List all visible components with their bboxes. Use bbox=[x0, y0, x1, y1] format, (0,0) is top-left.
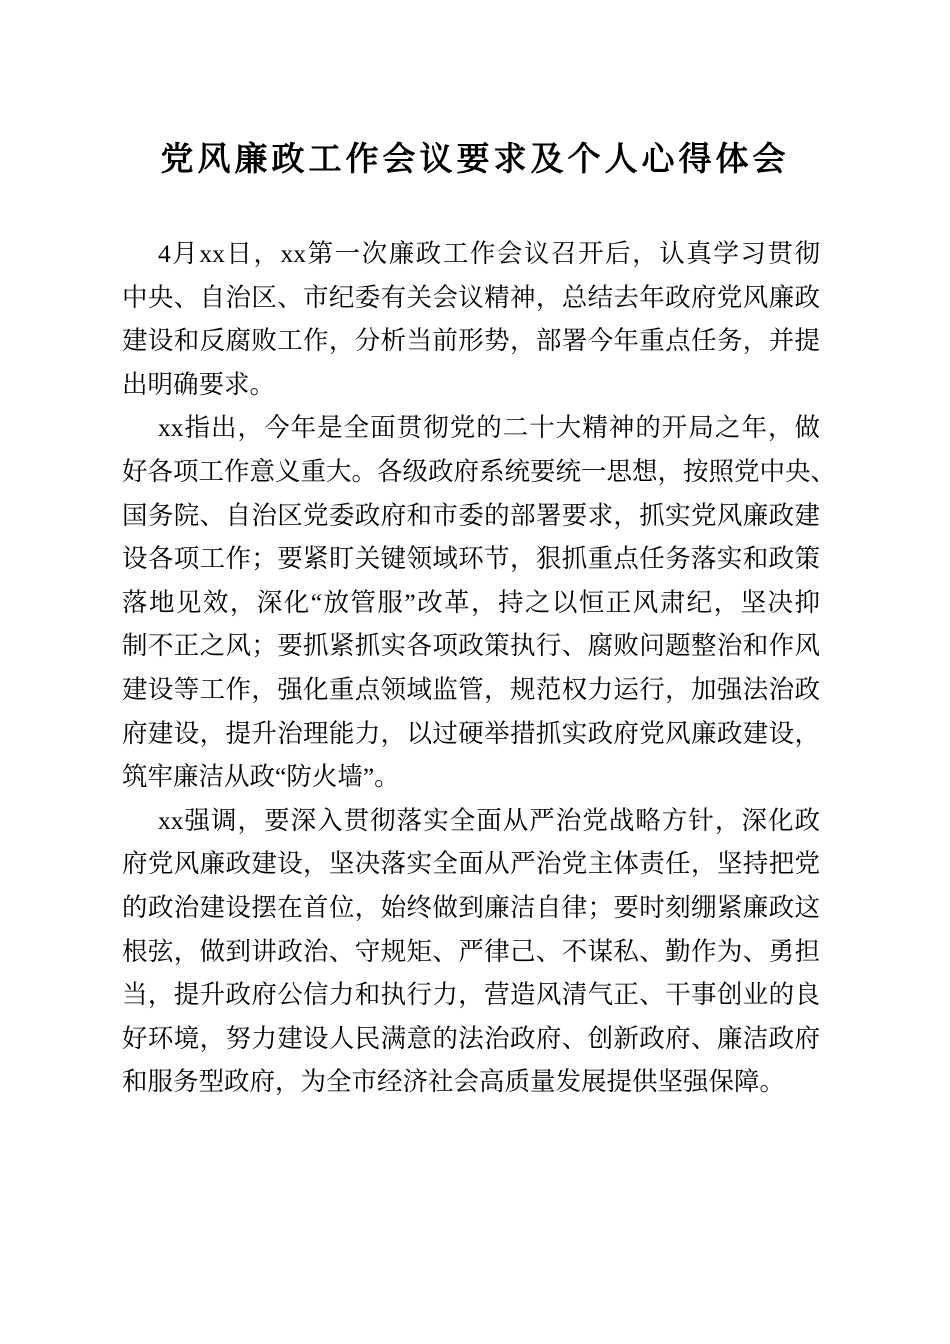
paragraph-line: 好各项工作意义重大。各级政府系统要统一思想，按照党中央、 bbox=[122, 456, 837, 486]
paragraph-line: 当，提升政府公信力和执行力，营造风清气正、干事创业的良 bbox=[122, 980, 820, 1010]
paragraph-line: 建设等工作，强化重点领域监管，规范权力运行，加强法治政 bbox=[122, 674, 820, 704]
document-title: 党风廉政工作会议要求及个人心得体会 bbox=[160, 142, 790, 178]
paragraph-line: 设各项工作；要紧盯关键领域环节，狠抓重点任务落实和政策 bbox=[122, 544, 820, 574]
paragraph-line: 出明确要求。 bbox=[122, 369, 276, 399]
paragraph-line: 国务院、自治区党委政府和市委的部署要求，抓实党风廉政建 bbox=[122, 500, 820, 530]
paragraph-line: 中央、自治区、市纪委有关会议精神，总结去年政府党风廉政 bbox=[122, 282, 820, 312]
paragraph-line: 4月xx日，xx第一次廉政工作会议召开后，认真学习贯彻 bbox=[158, 239, 820, 268]
paragraph-line: xx强调，要深入贯彻落实全面从严治党战略方针，深化政 bbox=[158, 805, 820, 835]
paragraph-line: 府党风廉政建设，坚决落实全面从严治党主体责任，坚持把党 bbox=[122, 849, 820, 879]
paragraph-line: 筑牢廉洁从政“防火墙”。 bbox=[122, 762, 400, 792]
paragraph bbox=[122, 232, 820, 406]
paragraph-line: 好环境，努力建设人民满意的法治政府、创新政府、廉洁政府 bbox=[122, 1023, 820, 1053]
paragraph-line: 根弦，做到讲政治、守规矩、严律己、不谋私、勤作为、勇担 bbox=[122, 936, 820, 966]
paragraph-line: 建设和反腐败工作，分析当前形势，部署今年重点任务，并提 bbox=[122, 326, 820, 356]
paragraph-line: 和服务型政府，为全市经济社会高质量发展提供坚强保障。 bbox=[122, 1067, 786, 1097]
paragraph bbox=[122, 406, 837, 798]
paragraph-line: 制不正之风；要抓紧抓实各项政策执行、腐败问题整治和作风 bbox=[122, 631, 820, 661]
paragraph bbox=[122, 799, 820, 1104]
paragraph-line: 的政治建设摆在首位，始终做到廉洁自律；要时刻绷紧廉政这 bbox=[122, 892, 820, 922]
paragraph-line: 落地见效，深化“放管服”改革，持之以恒正风肃纪，坚决抑 bbox=[122, 587, 820, 617]
paragraph-line: xx指出，今年是全面贯彻党的二十大精神的开局之年，做 bbox=[158, 413, 820, 443]
paragraph-line: 府建设，提升治理能力，以过硬举措抓实政府党风廉政建设， bbox=[122, 718, 820, 748]
document-body bbox=[122, 232, 837, 1104]
